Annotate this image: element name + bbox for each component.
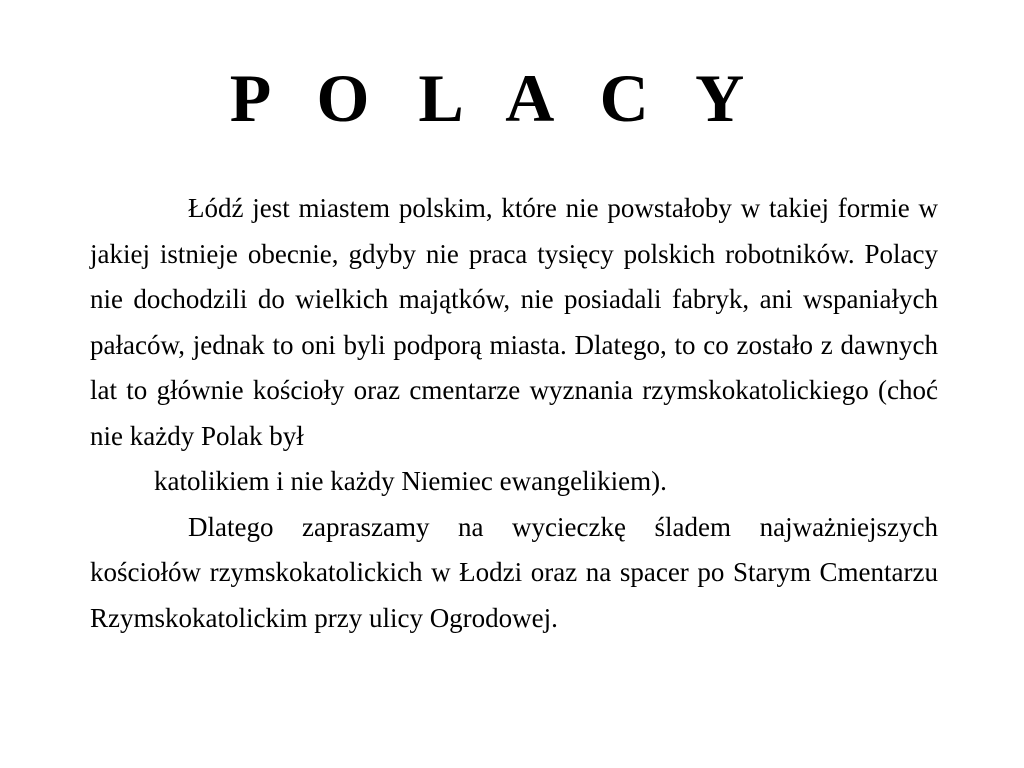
slide-body [90,186,938,641]
paragraph-1: Łódź jest miastem polskim, które nie powstałoby w takiej formie w jakiej istnieje obecnie, gdyby nie praca tysięcy polskich robotników. Polacy nie dochodzili do wielkich majątków, nie posiadali fabryk, ani wspaniałych pałaców, jednak to oni byli podporą miasta. Dlatego, to co zostało z dawnych lat to głównie kościoły oraz cmentarze wyznania rzymskokatolickiego (choć nie każdy Polak był [90,193,938,451]
slide-title: P O L A C Y [229,60,761,136]
paragraph-1-continuation: katolikiem i nie każdy Niemiec ewangelikiem). [154,466,667,496]
paragraph-2: Dlatego zapraszamy na wycieczkę śladem najważniejszych kościołów rzymskokatolickich w Łodzi oraz na spacer po Starym Cmentarzu Rzymskokatolickim przy ulicy Ogrodowej. [90,511,938,633]
